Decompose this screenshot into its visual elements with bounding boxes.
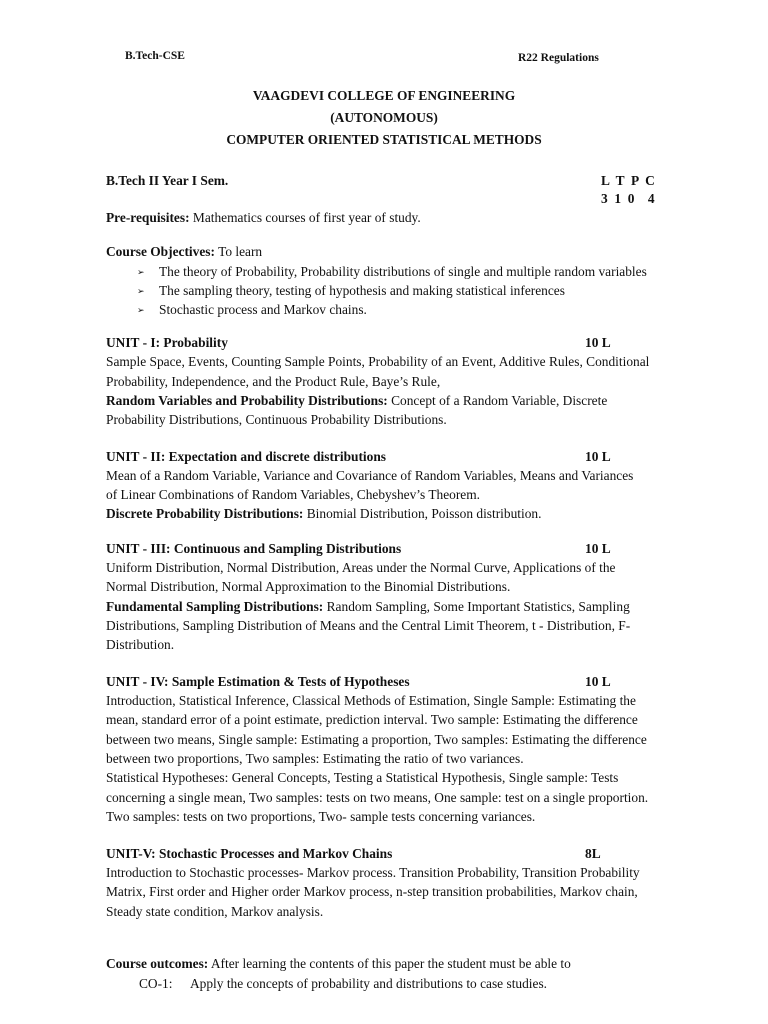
unit-1-sub: Random Variables and Probability Distributions: Concept of a Random Variable, Discrete [106, 393, 608, 408]
unit-2-line: of Linear Combinations of Random Variables, Chebyshev’s Theorem. [106, 487, 481, 502]
list-item: ➢ The sampling theory, testing of hypothesis and making statistical inferences [137, 281, 647, 300]
prerequisites-label: Pre-requisites: [106, 210, 190, 225]
unit-1-hours: 10 L [585, 335, 611, 350]
unit-5-line: Matrix, First order and Higher order Markov process, n-step transition probabilities, Markov chain, [106, 884, 638, 899]
co-1 [139, 974, 547, 993]
arrow-bullet-icon: ➢ [137, 268, 145, 278]
unit-4-title: UNIT - IV: Sample Estimation & Tests of Hypotheses [106, 674, 410, 689]
unit-3-sub: Fundamental Sampling Distributions: Random Sampling, Some Important Statistics, Sampling [106, 599, 630, 614]
course-outcomes [106, 954, 571, 973]
ltpc-values: 3 1 0 4 [601, 191, 655, 206]
unit-3-sub-label: Fundamental Sampling Distributions: [106, 599, 324, 614]
arrow-bullet-icon: ➢ [137, 287, 145, 297]
prerequisites [106, 208, 421, 227]
unit-2-sub: Discrete Probability Distributions: Binomial Distribution, Poisson distribution. [106, 506, 542, 521]
unit-1-sub-line: Probability Distributions, Continuous Probability Distributions. [106, 412, 447, 427]
unit-5-hours: 8L [585, 846, 601, 861]
unit-5-line: Introduction to Stochastic processes- Markov process. Transition Probability, Transition Probability [106, 865, 640, 880]
objectives [106, 242, 262, 261]
objectives-label: Course Objectives: [106, 244, 215, 259]
objectives-list [137, 262, 647, 319]
co-1-text: Apply the concepts of probability and distributions to case studies. [190, 976, 548, 991]
unit-1-line: Sample Space, Events, Counting Sample Points, Probability of an Event, Additive Rules, Conditional [106, 354, 650, 369]
unit-1-line: Probability, Independence, and the Product Rule, Baye’s Rule, [106, 374, 441, 389]
unit-4-line: between two means, Single sample: Estimating a proportion, Two samples: Estimating the difference [106, 732, 647, 747]
unit-3-sub-line: Distributions, Sampling Distribution of Means and the Central Limit Theorem, t - Distribution, F- [106, 618, 631, 633]
unit-2-sub-label: Discrete Probability Distributions: [106, 506, 304, 521]
unit-4-line: Two samples: tests on two proportions, Two- sample tests concerning variances. [106, 809, 536, 824]
unit-4-line: between two proportions, Two samples: Estimating the ratio of two variances. [106, 751, 524, 766]
unit-3-line: Normal Distribution, Normal Approximation to the Binomial Distributions. [106, 579, 511, 594]
objectives-intro: To learn [214, 244, 263, 259]
unit-4-line: concerning a single mean, Two samples: tests on two means, One sample: test on a single proportion. [106, 790, 649, 805]
unit-5-title: UNIT-V: Stochastic Processes and Markov Chains [106, 846, 393, 861]
course-title: COMPUTER ORIENTED STATISTICAL METHODS [226, 132, 542, 147]
unit-5-line: Steady state condition, Markov analysis. [106, 904, 324, 919]
unit-3-title: UNIT - III: Continuous and Sampling Distributions [106, 541, 402, 556]
ltpc-heading: L T P C [601, 173, 655, 188]
unit-4-line: mean, standard error of a point estimate, prediction interval. Two sample: Estimating the difference [106, 712, 638, 727]
unit-1-title: UNIT - I: Probability [106, 335, 228, 350]
prerequisites-text: Mathematics courses of first year of study. [189, 210, 421, 225]
unit-4-hours: 10 L [585, 674, 611, 689]
unit-1-sub-label: Random Variables and Probability Distributions: [106, 393, 388, 408]
unit-3-sub-line: Distribution. [106, 637, 175, 652]
unit-4-line: Statistical Hypotheses: General Concepts, Testing a Statistical Hypothesis, Single sample: Tests [106, 770, 619, 785]
unit-3-hours: 10 L [585, 541, 611, 556]
header-regulations: R22 Regulations [518, 52, 599, 64]
unit-2-line: Mean of a Random Variable, Variance and Covariance of Random Variables, Means and Variances [106, 468, 634, 483]
header-program: B.Tech-CSE [125, 50, 185, 62]
unit-3-line: Uniform Distribution, Normal Distribution, Areas under the Normal Curve, Applications of the [106, 560, 616, 575]
list-item: ➢ Stochastic process and Markov chains. [137, 300, 647, 319]
outcomes-label: Course outcomes: [106, 956, 209, 971]
college-name: VAAGDEVI COLLEGE OF ENGINEERING [252, 88, 516, 103]
co-1-label: CO-1: [139, 976, 173, 991]
college-status: (AUTONOMOUS) [330, 110, 438, 125]
unit-4-line: Introduction, Statistical Inference, Classical Methods of Estimation, Single Sample: Estimating the [106, 693, 636, 708]
arrow-bullet-icon: ➢ [137, 306, 145, 316]
outcomes-text: After learning the contents of this paper the student must be able to [208, 956, 571, 971]
semester-label: B.Tech II Year I Sem. [106, 173, 229, 188]
unit-2-hours: 10 L [585, 449, 611, 464]
list-item: ➢ The theory of Probability, Probability distributions of single and multiple random variables [137, 262, 647, 281]
unit-2-title: UNIT - II: Expectation and discrete distributions [106, 449, 386, 464]
